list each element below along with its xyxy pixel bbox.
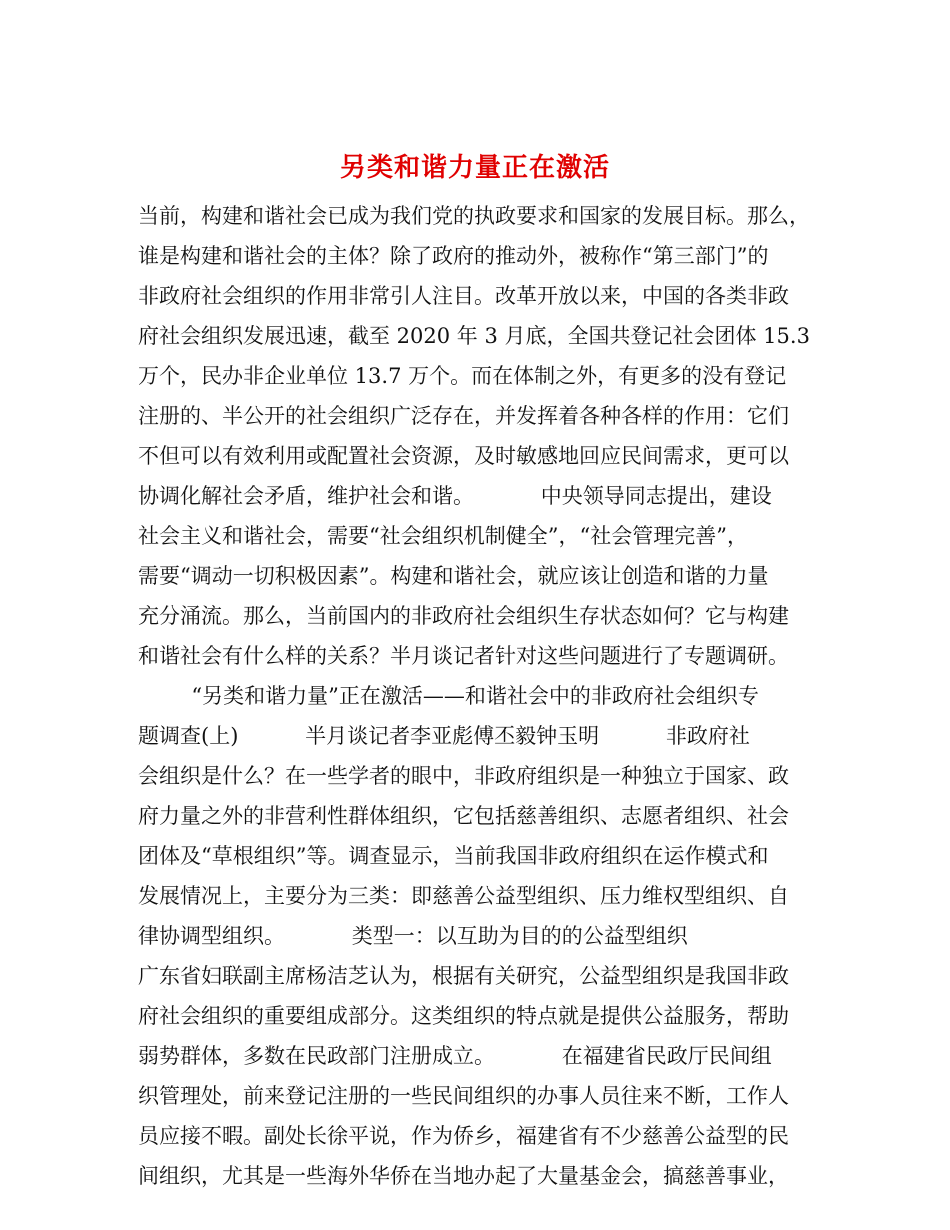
body-line: 间组织，尤其是一些海外华侨在当地办起了大量基金会，搞慈善事业， (138, 1164, 789, 1188)
body-line: “另类和谐力量”正在激活——和谐社会中的非政府社会组织专 (138, 684, 759, 708)
body-line: 弱势群体，多数在民政部门注册成立。 在福建省民政厅民间组 (138, 1044, 772, 1068)
body-line: 协调化解社会矛盾，维护社会和谐。 中央领导同志提出，建设 (138, 484, 772, 508)
body-line: 需要“调动一切积极因素”。构建和谐社会，就应该让创造和谐的力量 (138, 564, 769, 588)
body-line: 注册的、半公开的社会组织广泛存在，并发挥着各种各样的作用：它们 (138, 404, 789, 428)
body-line: 广东省妇联副主席杨洁芝认为，根据有关研究，公益型组织是我国非政 (138, 964, 789, 988)
body-line: 充分涌流。那么，当前国内的非政府社会组织生存状态如何？它与构建 (138, 604, 789, 628)
body-line: 织管理处，前来登记注册的一些民间组织的办事人员往来不断，工作人 (138, 1084, 789, 1108)
body-line: 府力量之外的非营利性群体组织，它包括慈善组织、志愿者组织、社会 (138, 804, 789, 828)
body-line: 万个，民办非企业单位 13.7 万个。而在体制之外，有更多的没有登记 (138, 364, 787, 388)
body-line: 不但可以有效利用或配置社会资源，及时敏感地回应民间需求，更可以 (138, 444, 789, 468)
body-line: 府社会组织的重要组成部分。这类组织的特点就是提供公益服务，帮助 (138, 1004, 789, 1028)
body-line: 非政府社会组织的作用非常引人注目。改革开放以来，中国的各类非政 (138, 284, 789, 308)
body-line: 和谐社会有什么样的关系？半月谈记者针对这些问题进行了专题调研。 (138, 644, 789, 668)
body-line: 发展情况上，主要分为三类：即慈善公益型组织、压力维权型组织、自 (138, 884, 789, 908)
body-line: 社会主义和谐社会，需要“社会组织机制健全”，“社会管理完善”， (138, 524, 748, 548)
document-title: 另类和谐力量正在激活 (339, 153, 610, 184)
body-line: 团体及“草根组织”等。调查显示，当前我国非政府组织在运作模式和 (138, 844, 769, 868)
body-line: 员应接不暇。副处长徐平说，作为侨乡，福建省有不少慈善公益型的民 (138, 1124, 789, 1148)
body-line: 府社会组织发展迅速，截至 2020 年 3 月底，全国共登记社会团体 15.3 (138, 324, 810, 348)
body-line: 题调查(上) 半月谈记者李亚彪傅丕毅钟玉明 非政府社 (138, 724, 750, 748)
document-body (138, 196, 818, 1196)
body-line: 当前，构建和谐社会已成为我们党的执政要求和国家的发展目标。那么， (138, 204, 810, 228)
body-line: 谁是构建和谐社会的主体？除了政府的推动外，被称作“第三部门”的 (138, 244, 769, 268)
body-line: 律协调型组织。 类型一：以互助为目的的公益型组织 (138, 924, 688, 948)
body-line: 会组织是什么？在一些学者的眼中，非政府组织是一种独立于国家、政 (138, 764, 789, 788)
